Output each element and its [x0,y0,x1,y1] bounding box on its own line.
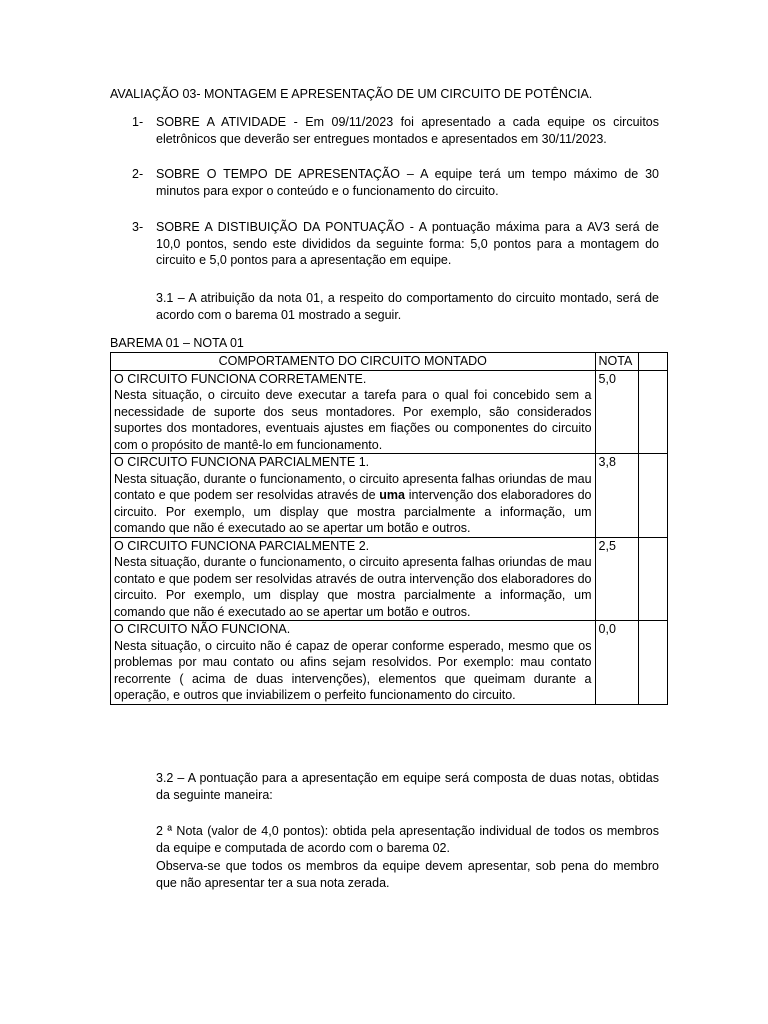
paragraph-3-2: 3.2 – A pontuação para a apresentação em equipe será composta de duas notas, obtidas da seguinte maneira: [156,771,659,802]
criterion-description: Nesta situação, o circuito deve executar a tarefa para o qual foi concebido sem a necessidade de suporte dos seus montadores. Por exemplo, são considerados suportes dos montadores, eventuais ajustes em fiações ou componentes do circuito com o propósito de mantê-lo em funcionamento. [114,388,592,452]
criterion-title: O CIRCUITO FUNCIONA PARCIALMENTE 2. [114,538,370,553]
nota-cell: 5,0 [595,370,638,454]
empty-cell [638,537,667,621]
barema-table [110,352,668,705]
header-extra [638,353,667,371]
criterion-cell [111,370,596,454]
nota-cell: 2,5 [595,537,638,621]
table-header-row [111,353,668,371]
criterion-cell [111,454,596,538]
criterion-title: O CIRCUITO FUNCIONA CORRETAMENTE. [114,371,367,386]
table-row [111,621,668,705]
list-item-text: SOBRE A DISTIBUIÇÃO DA PONTUAÇÃO - A pontuação máxima para a AV3 será de 10,0 pontos, sendo este divididos da seguinte forma: 5,0 pontos para a montagem do circuito e 5,0 pontos para a apresentação em equipe. [156,220,659,267]
table-row [111,370,668,454]
criterion-cell [111,621,596,705]
criterion-title: O CIRCUITO NÃO FUNCIONA. [114,622,291,636]
criterion-description-part: Nesta situação, durante o funcionamento, o circuito apresenta falhas oriundas de mau contato e que podem ser resolvidas através de [114,471,592,502]
criterion-description-part: intervenção dos elaboradores do circuito. Por exemplo, um display que mostra parcialmente a informação, um comando que não é executado ao se apertar um botão e outros. [114,488,592,535]
list-item-text: SOBRE A ATIVIDADE - Em 09/11/2023 foi apresentado a cada equipe os circuitos eletrônicos que deverão ser entregues montados e apresentados em 30/11/2023. [156,115,659,146]
criterion-cell [111,537,596,621]
list-item-number: 2- [132,167,144,181]
paragraph-nota-2: 2 ª Nota (valor de 4,0 pontos): obtida pela apresentação individual de todos os membros da equipe e computada de acordo com o barema 02. [156,824,659,855]
criterion-description: Nesta situação, durante o funcionamento, o circuito apresenta falhas oriundas de mau contato e que podem ser resolvidas através de outra intervenção dos elaboradores do circuito. Por exemplo, um display que mostra parcialmente a informação, um comando que não é executado ao se apertar um botão e outros. [114,555,592,619]
paragraph-observacao: Observa-se que todos os membros da equipe devem apresentar, sob pena do membro que não apresentar ter a sua nota zerada. [156,859,659,890]
list-item-text: SOBRE O TEMPO DE APRESENTAÇÃO – A equipe terá um tempo máximo de 30 minutos para expor o conteúdo e o funcionamento do circuito. [156,167,659,198]
criterion-title: O CIRCUITO FUNCIONA PARCIALMENTE 1. [114,455,370,469]
list-item-number: 3- [132,220,144,234]
empty-cell [638,454,667,538]
header-behavior: COMPORTAMENTO DO CIRCUITO MONTADO [111,353,596,371]
nota-cell: 3,8 [595,454,638,538]
document-title: AVALIAÇÃO 03- MONTAGEM E APRESENTAÇÃO DE UM CIRCUITO DE POTÊNCIA. [110,87,593,101]
nota-cell: 0,0 [595,621,638,705]
empty-cell [638,370,667,454]
list-item-number: 1- [132,115,144,129]
paragraph-3-1: 3.1 – A atribuição da nota 01, a respeito do comportamento do circuito montado, será de acordo com o barema 01 mostrado a seguir. [156,291,659,322]
table-row [111,454,668,538]
criterion-description-bold: uma [379,488,405,502]
criterion-description [114,471,592,537]
header-nota: NOTA [595,353,638,371]
barema-label: BAREMA 01 – NOTA 01 [110,336,244,350]
table-row [111,537,668,621]
empty-cell [638,621,667,705]
criterion-description: Nesta situação, o circuito não é capaz de operar conforme esperado, mesmo que os problemas por mau contato ou afins sejam resolvidos. Por exemplo: mau contato recorrente ( acima de duas intervenções), elementos que queimam durante a operação, e outros que inviabilizem o perfeito funcionamento do circuito. [114,638,592,702]
